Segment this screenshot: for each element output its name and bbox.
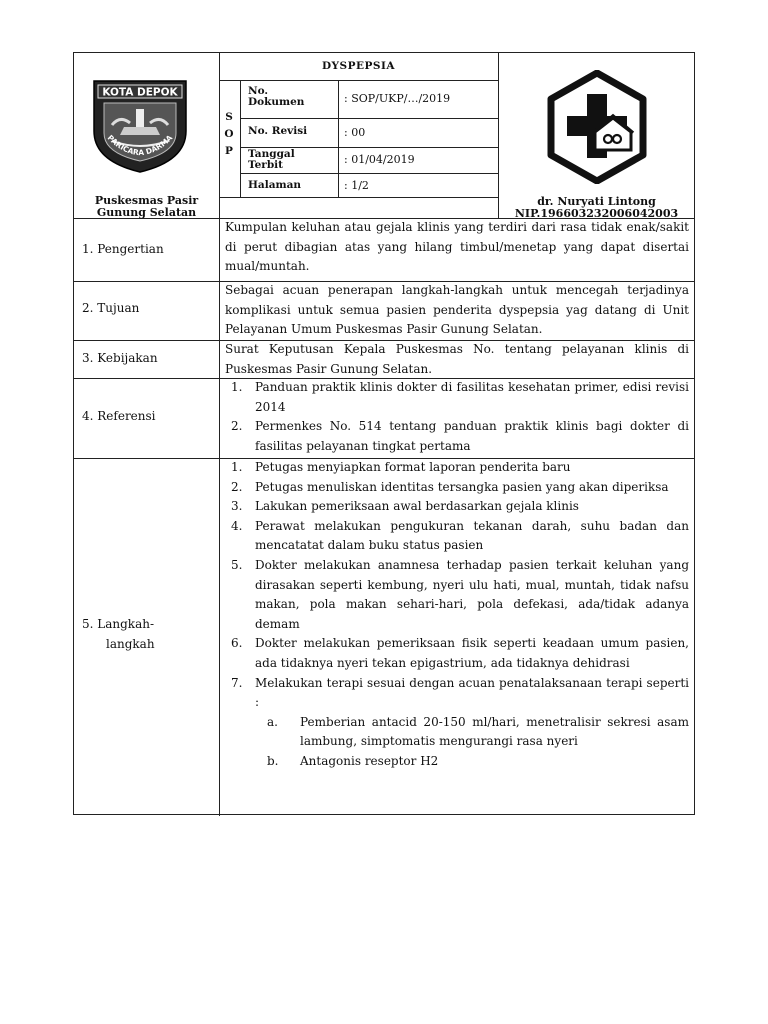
list-item-text: Panduan praktik klinis dokter di fasilitas kesehatan primer, edisi revisi 2014 (255, 380, 689, 414)
list-item (225, 517, 689, 556)
list-item-number: 6. (231, 636, 243, 651)
sop-letter-s: S (225, 111, 233, 123)
org-name: Puskesmas Pasir Gunung Selatan (94, 194, 199, 219)
column-divider (219, 53, 220, 816)
section-label-kebijakan: 3. Kebijakan (82, 351, 158, 365)
meta-value-no-revisi: : 00 (344, 126, 366, 139)
section-label-langkah-line1: 5. Langkah- (82, 617, 155, 631)
sub-list-item (255, 752, 689, 772)
list-item (225, 556, 689, 634)
list-item-text: Melakukan terapi sesuai dengan acuan penatalaksanaan terapi seperti : (255, 675, 689, 710)
sub-list-item (255, 713, 689, 752)
kota-depok-logo (90, 79, 190, 174)
section-label-referensi: 4. Referensi (82, 409, 156, 423)
list-item (225, 674, 689, 772)
sop-divider (240, 80, 241, 197)
section-label-tujuan: 2. Tujuan (82, 301, 140, 315)
list-item-number: 7. (231, 675, 243, 690)
list-item-number: 1. (231, 460, 243, 474)
list-item (225, 478, 689, 498)
meta-value-no-dokumen: : SOP/UKP/…/2019 (344, 92, 451, 105)
section-label-langkah-line2: langkah (106, 637, 155, 651)
sop-document (73, 52, 695, 815)
meta-label-tanggal-terbit: Tanggal Terbit (248, 148, 295, 171)
meta-line (240, 173, 498, 174)
section-label-pengertian: 1. Pengertian (82, 242, 164, 256)
list-item-text: Permenkes No. 514 tentang panduan praktik klinis bagi dokter di fasilitas pelayanan tingkat pertama (255, 419, 689, 453)
list-item-number: 3. (231, 499, 243, 514)
title-underline (219, 80, 498, 81)
list-item (225, 497, 689, 517)
list-item-number: 2. (231, 479, 243, 494)
logo-text-bottom: PARICARA DARMA (105, 133, 175, 158)
list-item-number: 1. (231, 380, 243, 394)
list-item-text: Dokter melakukan pemeriksaan fisik seperti keadaan umum pasien, ada tidaknya nyeri tekan epigastrium, ada tidaknya dehidrasi (255, 636, 689, 670)
section-text-kebijakan: Surat Keputusan Kepala Puskesmas No. tentang pelayanan klinis di Puskesmas Pasir Gunung Selatan. (225, 342, 689, 376)
list-item-text: Dokter melakukan anamnesa terhadap pasien terkait keluhan yang dirasakan seperti kembung, nyeri ulu hati, mual, muntah, tidak nafsu makan, pola makan sehari-hari, pola defekasi, ada/tidak adanya demam (255, 557, 689, 631)
meta-value-tanggal-terbit: : 01/04/2019 (344, 153, 415, 166)
meta-label-no-revisi: No. Revisi (248, 125, 308, 137)
sop-letter-p: P (225, 145, 233, 157)
signer-nip: NIP.196603232006042003 (514, 207, 679, 220)
list-item (225, 378, 689, 417)
list-item (225, 634, 689, 673)
referensi-list (225, 378, 689, 456)
logo-text-top: KOTA DEPOK (102, 86, 178, 99)
langkah-list (225, 458, 689, 772)
puskesmas-logo (547, 70, 647, 184)
header-right-divider (498, 53, 499, 218)
meta-label-no-dokumen: No. Dokumen (248, 85, 305, 108)
list-item-number: 2. (231, 419, 243, 434)
sub-list-item-letter: b. (267, 753, 279, 768)
list-item-number: 5. (231, 557, 243, 572)
section-text-pengertian: Kumpulan keluhan atau gejala klinis yang terdiri dari rasa tidak enak/sakit di perut dibagian atas yang hilang timbul/menetap yang dapat disertai mual/muntah. (225, 220, 689, 274)
meta-label-halaman: Halaman (248, 179, 302, 191)
signer-name: dr. Nuryati Lintong (537, 195, 656, 208)
section-text-tujuan: Sebagai acuan penerapan langkah-langkah untuk mencegah terjadinya komplikasi untuk semua pasien penderita dyspepsia yag datang di Unit Pelayanan Umum Puskesmas Pasir Gunung Selatan. (225, 283, 689, 337)
sub-list-item-letter: a. (267, 714, 278, 729)
list-item (225, 458, 689, 478)
sop-letter-o: O (224, 128, 234, 140)
list-item-text: Perawat melakukan pengukuran tekanan darah, suhu badan dan mencatatat dalam buku status pasien (255, 518, 689, 553)
terapi-sublist (255, 713, 689, 772)
document-title: DYSPEPSIA (321, 60, 396, 72)
sub-list-item-text: Antagonis reseptor H2 (300, 753, 439, 768)
meta-divider (338, 80, 339, 197)
meta-line (240, 118, 498, 119)
list-item-text: Petugas menyiapkan format laporan penderita baru (255, 460, 571, 474)
list-item-text: Petugas menuliskan identitas tersangka pasien yang akan diperiksa (255, 479, 669, 494)
list-item (225, 417, 689, 456)
list-item-text: Lakukan pemeriksaan awal berdasarkan gejala klinis (255, 499, 579, 514)
meta-value-halaman: : 1/2 (344, 179, 369, 192)
list-item-number: 4. (231, 518, 243, 533)
meta-line (219, 197, 498, 198)
sub-list-item-text: Pemberian antacid 20-150 ml/hari, menetralisir sekresi asam lambung, simptomatis mengurangi rasa nyeri (300, 714, 689, 749)
